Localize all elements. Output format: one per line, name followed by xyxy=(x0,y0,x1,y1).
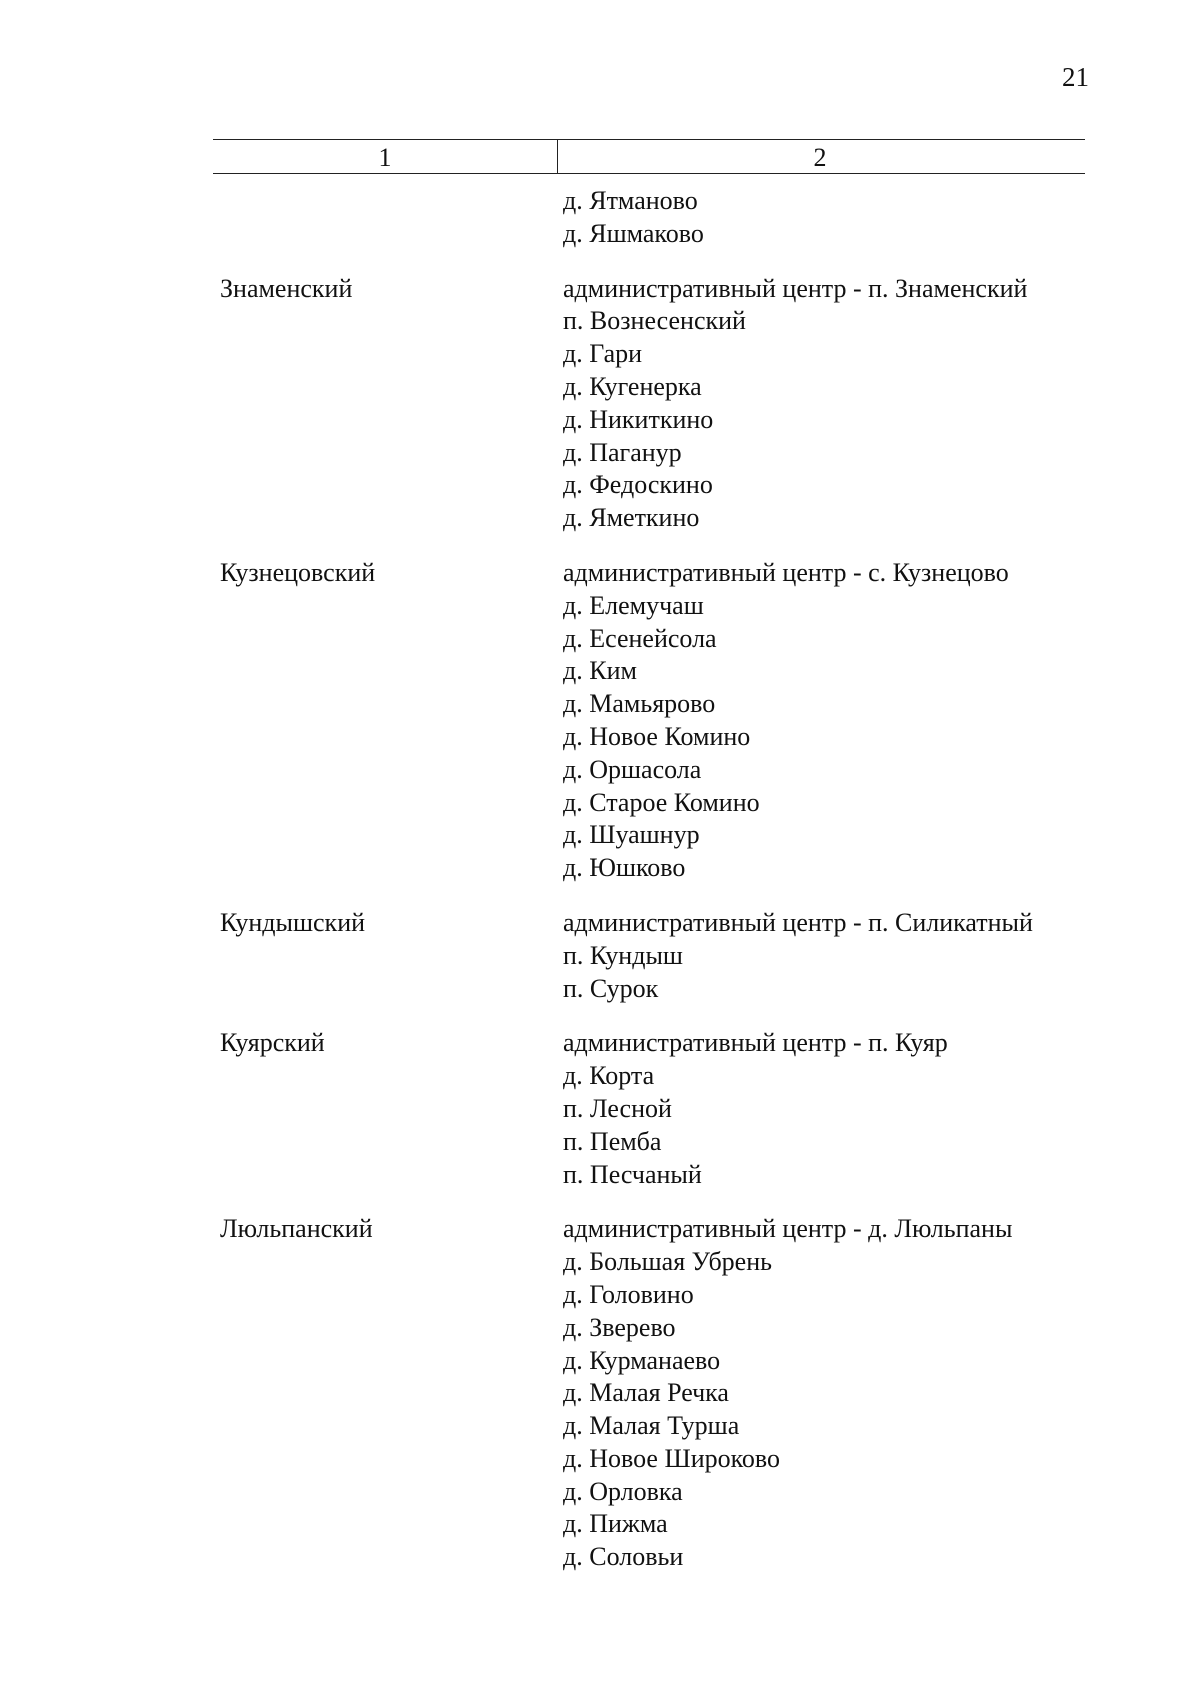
list-item: д. Новое Комино xyxy=(563,721,751,751)
settlement-name: Кузнецовский xyxy=(220,557,376,587)
list-item: д. Юшково xyxy=(563,853,686,883)
list-item: д. Кугенерка xyxy=(563,371,702,401)
list-item: д. Пижма xyxy=(563,1509,668,1539)
list-item: д. Ким xyxy=(563,656,637,686)
table-top-rule xyxy=(213,139,1085,140)
list-item: административный центр - п. Куяр xyxy=(563,1028,948,1058)
list-item: п. Пемба xyxy=(563,1126,662,1156)
table-body xyxy=(0,185,1200,1596)
list-item: п. Сурок xyxy=(563,973,659,1003)
list-item: д. Большая Убрень xyxy=(563,1247,772,1277)
column-header-1: 1 xyxy=(378,143,392,172)
localities-list xyxy=(563,185,1200,251)
column-header-2: 2 xyxy=(813,143,827,172)
page-number: 21 xyxy=(1062,62,1089,92)
table-row xyxy=(0,557,1200,885)
list-item: д. Курманаево xyxy=(563,1345,721,1375)
list-item: п. Кундыш xyxy=(563,940,683,970)
list-item: д. Ятманово xyxy=(563,186,698,215)
list-item: д. Малая Речка xyxy=(563,1378,729,1408)
list-item: д. Яметкино xyxy=(563,503,700,533)
list-item: д. Соловьи xyxy=(563,1542,684,1572)
settlement-name: Куярский xyxy=(220,1028,325,1058)
localities-list xyxy=(563,1027,1200,1191)
table-row xyxy=(0,907,1200,1005)
localities-list xyxy=(563,557,1200,885)
table-row xyxy=(0,185,1200,251)
localities-list xyxy=(563,1213,1200,1574)
table-row xyxy=(0,273,1200,535)
list-item: д. Старое Комино xyxy=(563,787,760,817)
list-item: д. Орловка xyxy=(563,1476,683,1506)
table-row xyxy=(0,1213,1200,1574)
list-item: д. Зверево xyxy=(563,1312,676,1342)
list-item: д. Оршасола xyxy=(563,754,702,784)
list-item: д. Новое Широково xyxy=(563,1443,781,1473)
list-item: п. Лесной xyxy=(563,1093,672,1123)
list-item: д. Корта xyxy=(563,1061,655,1091)
list-item: административный центр - п. Силикатный xyxy=(563,907,1033,937)
list-item: п. Вознесенский xyxy=(563,306,746,336)
list-item: д. Шуашнур xyxy=(563,820,700,850)
settlement-name: Знаменский xyxy=(220,273,353,303)
list-item: административный центр - д. Люльпаны xyxy=(563,1214,1013,1244)
localities-list xyxy=(563,907,1200,1005)
list-item: д. Елемучаш xyxy=(563,590,704,620)
list-item: д. Малая Турша xyxy=(563,1411,740,1441)
list-item: д. Никиткино xyxy=(563,404,714,434)
header-column-divider xyxy=(557,139,558,173)
list-item: д. Есенейсола xyxy=(563,623,717,653)
localities-list xyxy=(563,273,1200,535)
list-item: д. Яшмаково xyxy=(563,218,704,248)
list-item: д. Головино xyxy=(563,1279,694,1309)
list-item: д. Паганур xyxy=(563,437,682,467)
list-item: д. Федоскино xyxy=(563,470,713,500)
list-item: д. Гари xyxy=(563,339,643,369)
settlement-name: Люльпанский xyxy=(220,1214,373,1244)
table-row xyxy=(0,1027,1200,1191)
list-item: административный центр - с. Кузнецово xyxy=(563,557,1009,587)
table-header-bottom-rule xyxy=(213,173,1085,174)
list-item: д. Мамьярово xyxy=(563,689,716,719)
list-item: административный центр - п. Знаменский xyxy=(563,273,1028,303)
list-item: п. Песчаный xyxy=(563,1159,702,1189)
settlement-name: Кундышский xyxy=(220,907,366,937)
